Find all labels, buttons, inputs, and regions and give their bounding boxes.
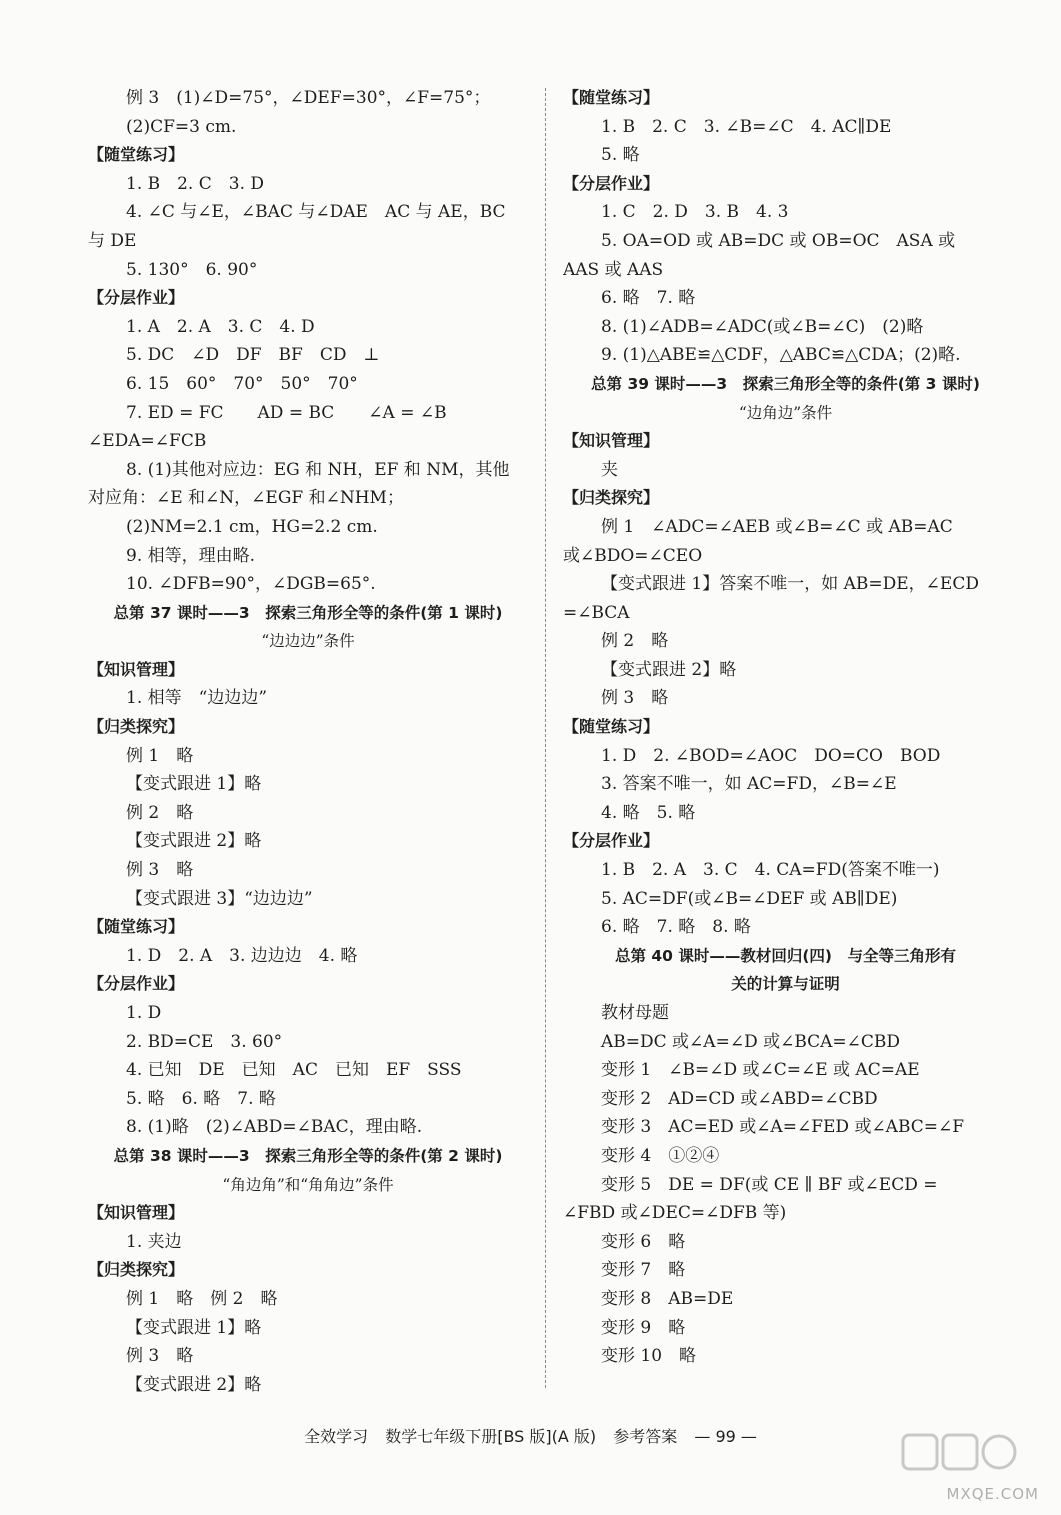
answer-line: 6. 略 7. 略 bbox=[601, 288, 696, 309]
lesson-title: 总第 40 课时——教材回归(四) 与全等三角形有 bbox=[614, 946, 957, 965]
answer-line: 5. DC ∠D DF BF CD ⊥ bbox=[126, 345, 380, 366]
answer-line: 【变式跟进 1】答案不唯一，如 AB=DE，∠ECD bbox=[601, 574, 979, 595]
answer-line: 9. 相等，理由略. bbox=[126, 545, 256, 566]
answer-line: 例 1 ∠ADC=∠AEB 或∠B=∠C 或 AB=AC bbox=[601, 516, 953, 537]
answer-stamp-logo-icon bbox=[899, 1429, 1019, 1479]
footer-book: 全效学习 bbox=[304, 1427, 369, 1446]
section-heading: 【归类探究】 bbox=[88, 1260, 185, 1280]
answer-line: 5. OA=OD 或 AB=DC 或 OB=OC ASA 或 bbox=[601, 230, 956, 251]
answer-line: 8. (1)略 (2)∠ABD=∠BAC，理由略. bbox=[126, 1117, 423, 1138]
answer-line: 8. (1)其他对应边：EG 和 NH，EF 和 NM，其他 bbox=[126, 459, 510, 480]
answer-line: 4. 已知 DE 已知 AC 已知 EF SSS bbox=[126, 1060, 462, 1081]
answer-line: 2. BD=CE 3. 60° bbox=[126, 1031, 283, 1052]
section-heading: 【分层作业】 bbox=[563, 831, 660, 851]
answer-line: 5. 130° 6. 90° bbox=[126, 259, 258, 280]
answer-line: 例 3 略 bbox=[126, 860, 194, 881]
section-heading: 【知识管理】 bbox=[563, 431, 660, 451]
lesson-title: 总第 38 课时——3 探索三角形全等的条件(第 2 课时) bbox=[113, 1146, 503, 1165]
answer-line: AAS 或 AAS bbox=[563, 259, 664, 280]
answer-line: 例 2 略 bbox=[126, 802, 194, 823]
answer-line: 1. B 2. A 3. C 4. CA=FD(答案不唯一) bbox=[601, 860, 940, 881]
column-divider bbox=[545, 88, 546, 1388]
answer-line: 例 1 略 bbox=[126, 745, 194, 766]
answer-line: 1. 夹边 bbox=[126, 1231, 182, 1252]
answer-line: 夹 bbox=[601, 459, 618, 480]
answer-line: 8. (1)∠ADB=∠ADC(或∠B=∠C) (2)略 bbox=[601, 316, 924, 337]
answer-line: 6. 15 60° 70° 50° 70° bbox=[126, 373, 358, 394]
answer-line: 变形 9 略 bbox=[601, 1317, 686, 1338]
answer-line: 【变式跟进 1】略 bbox=[126, 1317, 262, 1338]
answer-line: 【变式跟进 2】略 bbox=[126, 831, 262, 852]
answer-line: 1. A 2. A 3. C 4. D bbox=[126, 316, 315, 337]
lesson-title: 关的计算与证明 bbox=[731, 975, 840, 994]
answer-line: 5. 略 bbox=[601, 145, 640, 166]
answer-line: ∠EDA=∠FCB bbox=[88, 431, 207, 452]
answer-line: 例 2 略 bbox=[601, 631, 669, 652]
answer-line: 变形 10 略 bbox=[601, 1346, 697, 1367]
section-heading: 【归类探究】 bbox=[88, 717, 185, 737]
answer-line: 9. (1)△ABE≌△CDF，△ABC≌△CDA；(2)略. bbox=[601, 345, 961, 366]
answer-line: AB=DC 或∠A=∠D 或∠BCA=∠CBD bbox=[601, 1031, 901, 1052]
answer-line: 变形 2 AD=CD 或∠ABD=∠CBD bbox=[601, 1088, 878, 1109]
lesson-title: 总第 39 课时——3 探索三角形全等的条件(第 3 课时) bbox=[591, 374, 980, 393]
footer-page-number: — 99 — bbox=[694, 1427, 757, 1446]
footer-section: 参考答案 bbox=[613, 1427, 678, 1446]
answer-line: 1. B 2. C 3. ∠B=∠C 4. AC∥DE bbox=[601, 116, 892, 137]
section-heading: 【分层作业】 bbox=[88, 288, 185, 308]
footer-subject: 数学七年级下册[BS 版](A 版) bbox=[385, 1427, 597, 1446]
answer-line: =∠BCA bbox=[563, 602, 630, 623]
answer-line: 例 3 略 bbox=[126, 1346, 194, 1367]
answer-line: 变形 4 ①②④ bbox=[601, 1145, 720, 1166]
answer-line: 【变式跟进 2】略 bbox=[126, 1374, 262, 1395]
answer-line: 【变式跟进 1】略 bbox=[126, 774, 262, 795]
section-heading: 【随堂练习】 bbox=[563, 717, 660, 737]
answer-line: 变形 5 DE = DF(或 CE ∥ BF 或∠ECD = bbox=[601, 1174, 938, 1195]
answer-line: 例 3 (1)∠D=75°，∠DEF=30°，∠F=75°； bbox=[126, 88, 491, 108]
answer-line: (2)CF=3 cm. bbox=[126, 116, 237, 137]
answer-line: 与 DE bbox=[88, 230, 137, 251]
answer-line: 或∠BDO=∠CEO bbox=[563, 545, 703, 566]
right-column bbox=[563, 84, 1008, 1371]
answer-line: 变形 7 略 bbox=[601, 1260, 686, 1281]
answer-line: 变形 6 略 bbox=[601, 1231, 686, 1252]
answer-line: 1. B 2. C 3. D bbox=[126, 173, 265, 194]
answer-line: 5. 略 6. 略 7. 略 bbox=[126, 1088, 276, 1109]
answer-line: 6. 略 7. 略 8. 略 bbox=[601, 917, 751, 938]
answer-line: 3. 答案不唯一，如 AC=FD，∠B=∠E bbox=[601, 774, 897, 795]
answer-line: 变形 8 AB=DE bbox=[601, 1288, 734, 1309]
watermark-text: MXQE.COM bbox=[946, 1485, 1039, 1503]
answer-line: 10. ∠DFB=90°，∠DGB=65°. bbox=[126, 574, 376, 595]
lesson-subtitle: “边角边”条件 bbox=[738, 403, 833, 422]
section-heading: 【随堂练习】 bbox=[563, 88, 660, 107]
section-heading: 【知识管理】 bbox=[88, 659, 185, 679]
answer-line: 1. C 2. D 3. B 4. 3 bbox=[601, 202, 789, 223]
section-heading: 【分层作业】 bbox=[563, 173, 660, 193]
section-heading: 【分层作业】 bbox=[88, 974, 185, 994]
section-heading: 【随堂练习】 bbox=[88, 145, 185, 165]
answer-line: 7. ED = FC AD = BC ∠A = ∠B bbox=[126, 402, 447, 423]
answer-line: 【变式跟进 3】“边边边” bbox=[126, 888, 313, 909]
section-heading: 【知识管理】 bbox=[88, 1203, 185, 1223]
section-heading: 【归类探究】 bbox=[563, 488, 660, 508]
answer-line: 【变式跟进 2】略 bbox=[601, 659, 737, 680]
section-heading: 【随堂练习】 bbox=[88, 917, 185, 937]
answer-line: ∠FBD 或∠DEC=∠DFB 等) bbox=[563, 1203, 787, 1224]
answer-line: 4. ∠C 与∠E，∠BAC 与∠DAE AC 与 AE，BC bbox=[126, 202, 506, 223]
watermark bbox=[899, 1429, 1039, 1503]
answer-line: 变形 3 AC=ED 或∠A=∠FED 或∠ABC=∠F bbox=[601, 1117, 965, 1138]
answer-line: 1. 相等 “边边边” bbox=[126, 688, 268, 709]
answer-line: 4. 略 5. 略 bbox=[601, 802, 696, 823]
left-column bbox=[88, 84, 528, 1399]
answer-line: (2)NM=2.1 cm，HG=2.2 cm. bbox=[126, 516, 378, 537]
answer-line: 1. D bbox=[126, 1003, 162, 1023]
lesson-subtitle: “边边边”条件 bbox=[261, 632, 355, 651]
answer-line: 例 1 略 例 2 略 bbox=[126, 1288, 278, 1309]
answer-line: 变形 1 ∠B=∠D 或∠C=∠E 或 AC=AE bbox=[601, 1060, 920, 1081]
answer-line: 5. AC=DF(或∠B=∠DEF 或 AB∥DE) bbox=[601, 888, 898, 909]
lesson-subtitle: “角边角”和“角角边”条件 bbox=[222, 1175, 394, 1194]
answer-line: 教材母题 bbox=[601, 1003, 669, 1023]
answer-line: 1. D 2. A 3. 边边边 4. 略 bbox=[126, 945, 358, 966]
lesson-title: 总第 37 课时——3 探索三角形全等的条件(第 1 课时) bbox=[113, 603, 503, 622]
answer-line: 例 3 略 bbox=[601, 688, 669, 709]
answer-line: 1. D 2. ∠BOD=∠AOC DO=CO BOD bbox=[601, 745, 941, 766]
answer-line: 对应角：∠E 和∠N，∠EGF 和∠NHM； bbox=[88, 488, 404, 509]
